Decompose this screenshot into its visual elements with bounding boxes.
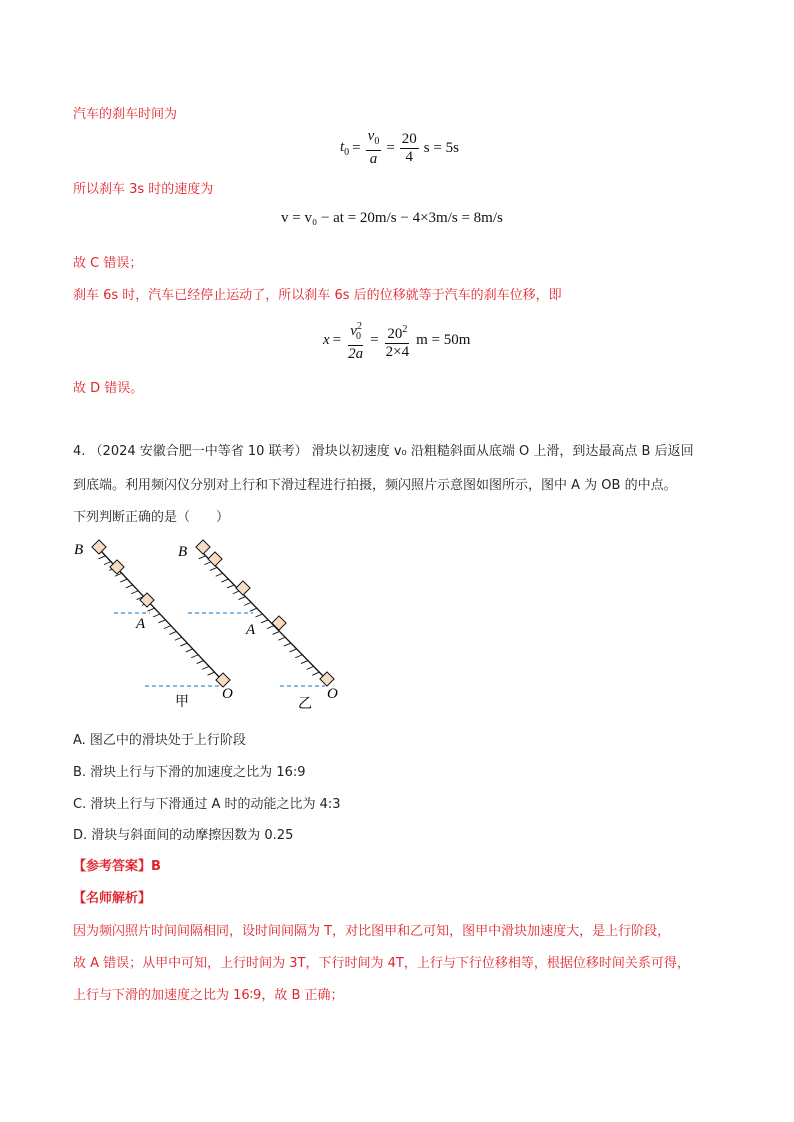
incline-hatch-mark [221,579,228,582]
incline-hatch-mark [202,666,209,669]
question-number: 4. [73,444,86,459]
strobe-photo-figure [70,538,370,713]
incline-hatch-mark [261,620,268,623]
option-d-wrong-line: 故 D 错误。 [73,381,144,396]
incline-hatch-mark [284,643,291,646]
incline-hatch-mark [197,661,204,664]
incline-left [74,540,233,710]
label-o-right: O [327,686,338,702]
label-b-left: B [74,542,84,558]
option-d[interactable]: D. 滑块与斜面间的动摩擦因数为 0.25 [73,828,294,843]
question-stem-line1 [73,440,694,459]
incline-hatch-mark [256,614,263,617]
incline-hatch-mark [98,556,105,559]
incline-hatch-mark [148,608,155,611]
incline-hatch-mark [216,573,223,576]
analysis-label: 【名师解析】 [73,891,152,906]
incline-hatch-mark [250,608,257,611]
incline-hatch-mark [180,643,187,646]
incline-hatch-mark [199,556,206,559]
equation-brake-time: $t_0$ = $\frac{v_0}{a}$ = $\frac{20}{4}$ s = 5s [340,128,459,167]
incline-hatch-mark [175,637,182,640]
incline-hatch-mark [169,631,176,634]
incline-hatch-mark [120,579,127,582]
option-b[interactable]: B. 滑块上行与下滑的加速度之比为 16:9 [73,765,306,780]
incline-hatch-mark [307,666,314,669]
speed-3s-line: 所以刹车 3s 时的速度为 [73,182,214,197]
equation-displacement: x = $\frac{v^2_0}{2a}$ = $\frac{20^2}{2\times 4}$ m = 50m [323,318,470,363]
answer-label: 【参考答案】B [73,859,161,874]
analysis-line-3: 上行与下滑的加速度之比为 16∶9，故 B 正确； [73,988,344,1003]
incline-hatch-mark [227,585,234,588]
incline-hatch-mark [164,626,171,629]
incline-hatch-mark [158,620,165,623]
incline-hatch-mark [131,591,138,594]
option-a[interactable]: A. 图乙中的滑块处于上行阶段 [73,733,246,748]
label-b-right: B [178,544,188,560]
caption-yi: 乙 [298,696,312,712]
incline-hatch-mark [267,626,274,629]
incline-hatch-mark [104,562,111,565]
option-c-wrong-line: 故 C 错误； [73,256,143,271]
incline-hatch-mark [153,614,160,617]
incline-hatch-mark [210,567,217,570]
label-a-right: A [246,622,256,638]
incline-hatch-mark [273,631,280,634]
brake-time-line: 汽车的刹车时间为 [73,107,178,122]
incline-hatch-mark [115,573,122,576]
incline-hatch-mark [278,637,285,640]
incline-hatch-mark [191,655,198,658]
incline-hatch-mark [238,597,245,600]
analysis-line-1: 因为频闪照片时间间隔相同，设时间间隔为 T，对比图甲和乙可知，图甲中滑块加速度大，是上行阶段， [73,924,671,939]
caption-jia: 甲 [175,694,189,710]
incline-hatch-mark [301,661,308,664]
question-source: （2024 安徽合肥一中等省 10 联考） [89,444,308,459]
incline-hatch-mark [208,672,215,675]
incline-hatch-mark [126,585,133,588]
incline-hatch-mark [244,602,251,605]
incline-hatch-mark [186,649,193,652]
option-c[interactable]: C. 滑块上行与下滑通过 A 时的动能之比为 4:3 [73,797,341,812]
label-o-left: O [222,686,233,702]
incline-hatch-mark [290,649,297,652]
equation-speed: v = v₀ − at = 20m/s − 4×3m/s = 8m/s [281,210,503,226]
analysis-line-2: 故 A 错误；从甲中可知，上行时间为 3T，下行时间为 4T，上行与下行位移相等，根据位移时间关系可得， [73,956,690,971]
question-stem-line2: 到底端。利用频闪仪分别对上行和下滑过程进行拍摄，频闪照片示意图如图所示，图中 A 为 OB 的中点。 [73,478,677,493]
six-second-line: 刹车 6s 时，汽车已经停止运动了，所以刹车 6s 后的位移就等于汽车的刹车位移，即 [73,288,562,303]
question-stem-text: 滑块以初速度 v₀ 沿粗糙斜面从底端 O 上滑，到达最高点 B 后返回 [311,444,694,459]
label-a-left: A [136,616,146,632]
incline-hatch-mark [295,655,302,658]
question-stem-line3: 下列判断正确的是（ ） [73,510,230,525]
incline-hatch-mark [312,672,319,675]
